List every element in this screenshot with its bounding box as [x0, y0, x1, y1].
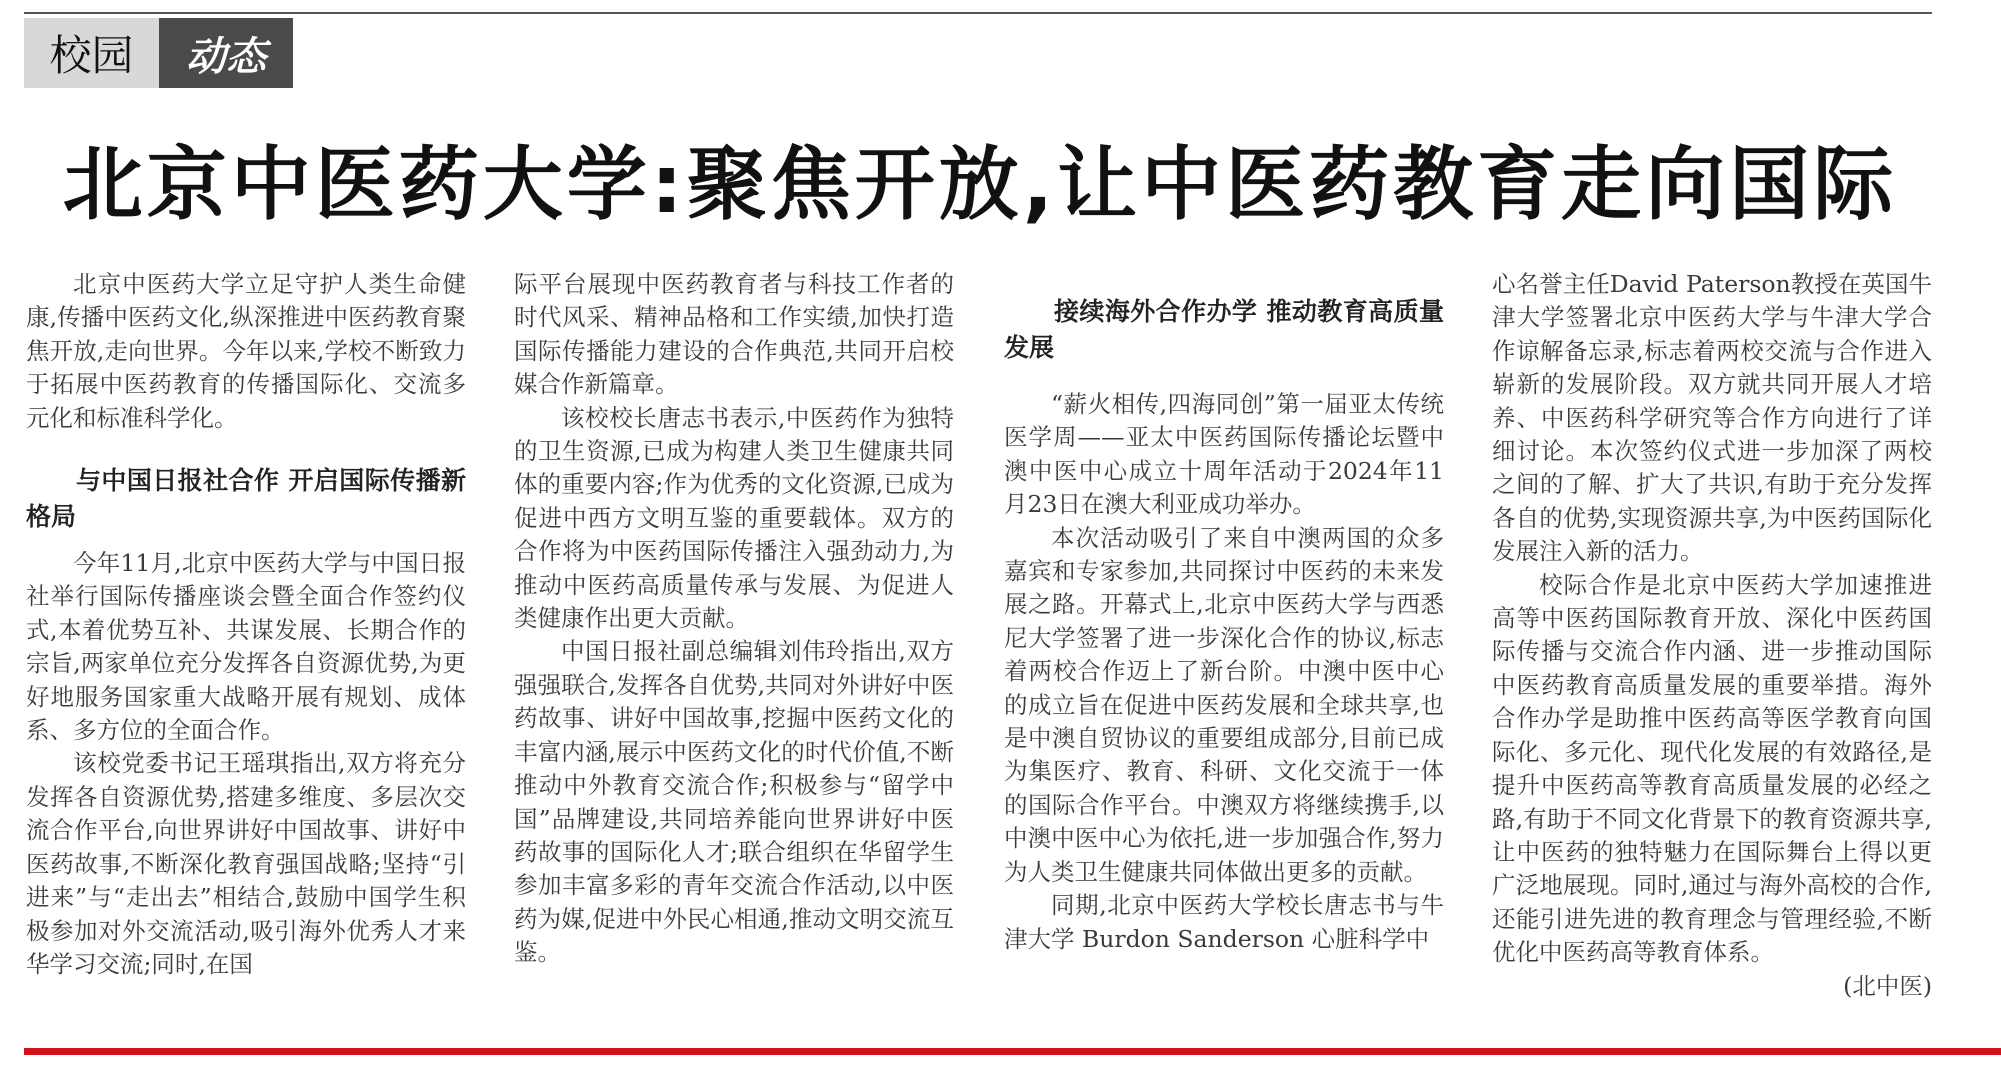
paragraph: 校际合作是北京中医药大学加速推进高等中医药国际教育开放、深化中医药国际传播与交流合作内涵、进一步推动国际中医药教育高质量发展的重要举措。海外合作办学是助推中医药高等医学教育向国际化、多元化、现代化发展的有效路径,是提升中医药高等教育高质量发展的必经之路,有助于不同文化背景下的教育资源共享,让中医药的独特魅力在国际舞台上得以更广泛地展现。同时,通过与海外高校的合作,还能引进先进的教育理念与管理经验,不断优化中医药高等教育体系。 — [1492, 570, 1932, 967]
section-label-news: 动态 — [159, 18, 293, 88]
article-signoff: (北中医) — [1843, 971, 1932, 1000]
section-label-campus: 校园 — [24, 18, 159, 88]
subheading: 接续海外合作办学 推动教育高质量发展 — [1004, 297, 1444, 362]
paragraph: 中国日报社副总编辑刘伟玲指出,双方强强联合,发挥各自优势,共同对外讲好中医药故事、讲好中国故事,挖掘中医药文化的丰富内涵,展示中医药文化的时代价值,不断推动中外教育交流合作;积极参与“留学中国”品牌建设,共同培养能向世界讲好中医药故事的国际化人才;联合组织在华留学生参加丰富多彩的青年交流合作活动,以中医药为媒,促进中外民心相通,推动文明交流互鉴。 — [514, 637, 954, 967]
article-column-1 — [26, 268, 466, 1008]
section-tag — [24, 18, 293, 88]
page-title: 北京中医药大学:聚焦开放,让中医药教育走向国际 — [62, 138, 1898, 231]
paragraph: 北京中医药大学立足守护人类生命健康,传播中医药文化,纵深推进中医药教育聚焦开放,走向世界。今年以来,学校不断致力于拓展中医药教育的传播国际化、交流多元化和标准科学化。 — [26, 270, 466, 432]
article-column-3 — [1004, 268, 1444, 1008]
paragraph: 际平台展现中医药教育者与科技工作者的时代风采、精神品格和工作实绩,加快打造国际传播能力建设的合作典范,共同开启校媒合作新篇章。 — [514, 270, 954, 399]
article-column-2 — [514, 268, 954, 1008]
paragraph: 今年11月,北京中医药大学与中国日报社举行国际传播座谈会暨全面合作签约仪式,本着优势互补、共谋发展、长期合作的宗旨,两家单位充分发挥各自资源优势,为更好地服务国家重大战略开展有规划、成体系、多方位的全面合作。 — [26, 549, 466, 745]
paragraph: 该校党委书记王瑶琪指出,双方将充分发挥各自资源优势,搭建多维度、多层次交流合作平台,向世界讲好中国故事、讲好中医药故事,不断深化教育强国战略;坚持“引进来”与“走出去”相结合,鼓励中国学生积极参加对外交流活动,吸引海外优秀人才来华学习交流;同时,在国 — [26, 749, 466, 978]
paragraph: 该校校长唐志书表示,中医药作为独特的卫生资源,已成为构建人类卫生健康共同体的重要内容;作为优秀的文化资源,已成为促进中西方文明互鉴的重要载体。双方的合作将为中医药国际传播注入强劲动力,为推动中医药高质量传承与发展、为促进人类健康作出更大贡献。 — [514, 403, 954, 633]
article-column-4 — [1492, 268, 1932, 1008]
paragraph: 同期,北京中医药大学校长唐志书与牛津大学 Burdon Sanderson 心脏科学中 — [1004, 891, 1444, 953]
subheading: 与中国日报社合作 开启国际传播新格局 — [26, 466, 466, 532]
paragraph: 心名誉主任David Paterson教授在英国牛津大学签署北京中医药大学与牛津大学合作谅解备忘录,标志着两校交流与合作进入崭新的发展阶段。双方就共同开展人才培养、中医药科学研究等合作方向进行了详细讨论。本次签约仪式进一步加深了两校之间的了解、扩大了共识,有助于充分发挥各自的优势,实现资源共享,为中医药国际化发展注入新的活力。 — [1492, 270, 1932, 566]
top-divider — [24, 12, 1932, 14]
paragraph: 本次活动吸引了来自中澳两国的众多嘉宾和专家参加,共同探讨中医药的未来发展之路。开幕式上,北京中医药大学与西悉尼大学签署了进一步深化合作的协议,标志着两校合作迈上了新台阶。中澳中医中心的成立旨在促进中医药发展和全球共享,也是中澳自贸协议的重要组成部分,目前已成为集医疗、教育、科研、文化交流于一体的国际合作平台。中澳双方将继续携手,以中澳中医中心为依托,进一步加强合作,努力为人类卫生健康共同体做出更多的贡献。 — [1004, 523, 1444, 886]
bottom-divider-red — [24, 1048, 2001, 1055]
paragraph: “薪火相传,四海同创”第一届亚太传统医学周——亚太中医药国际传播论坛暨中澳中医中心成立十周年活动于2024年11月23日在澳大利亚成功举办。 — [1004, 390, 1444, 519]
